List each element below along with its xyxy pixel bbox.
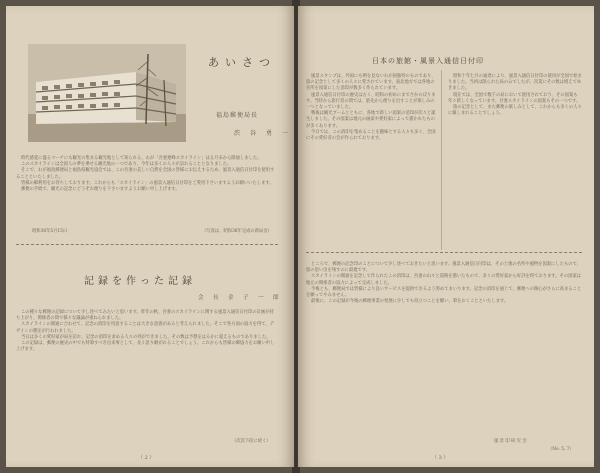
record-paragraph: この記録は、郵便の歴史の中でも特筆すべき出来事として、長く語り継がれることでしょう。これからも皆様の御協力をお願い申し上げます。	[16, 341, 275, 353]
greeting-paragraph: このスカイラインは全国人の夢を乗せる観光地の一つであり、今年は多くの人々が訪れることとなりました。	[21, 162, 232, 168]
bottom-paragraph: ところで、郵便の記念印のことについて少し述べておきたいと思います。風景入通信日付印は、その土地の名所や風物を図案にしたもので、旅の思い出を残すのに最適です。	[306, 262, 582, 274]
record-body	[16, 310, 278, 353]
left-page-number: （ 2 ）	[138, 455, 155, 461]
right-column-1	[306, 74, 436, 142]
column-divider	[441, 70, 442, 250]
right-page-title: 日本の旅館・風景入通信日付印	[372, 57, 484, 65]
building-photo	[28, 44, 186, 142]
bottom-paragraph: 最後に、この記録が今後の郵便事業の発展に少しでも役立つことを願い、筆をおくことといたします。	[311, 299, 509, 305]
column-paragraph: 風景入通信日付印の歴史は古く、昭和の初めにまでさかのぼります。当時から旅行者の間では、旅先から便りを出すことが楽しみの一つとなっていました。	[306, 92, 436, 111]
section-divider	[306, 252, 582, 253]
record-author: 会 長 金 子 一 郎	[198, 295, 281, 301]
right-page	[298, 6, 594, 467]
record-title: 記録を作った記録	[84, 276, 196, 287]
greeting-paragraph: 時代感覚に盛るマーチにも観光の集まる観光地として知られる、わが「吾妻連峰スカイライン」は五月末から開通しました。	[21, 156, 262, 161]
column-paragraph: 今日では、この消印を集めることを趣味とする人々も多く、全国にその愛好者の会が作られております。	[306, 129, 436, 142]
greeting-body	[16, 156, 278, 193]
greeting-title: あいさつ	[208, 56, 276, 69]
bottom-paragraph: スカイラインの開通を記念して作られたこの消印は、吾妻の山々と道路を描いたもので、多くの愛好家から好評を得ております。その図案は地元の関係者の協力によって完成しました。	[306, 274, 582, 286]
greeting-date: 昭和36年5月15日	[32, 229, 68, 234]
greeting-paragraph: 皆様の御利用をお待ちしております。これからも「スカイライン」の風景入通信日付印をご愛用下さいますようお願いいたします。	[21, 180, 274, 186]
article-signature: 風 景 印 研 究 会	[494, 439, 527, 444]
column-paragraph: 現在では、全国で数千の局において使用されており、その図案も年々新しくなっています。吾妻スカイラインの図案もその一つです。	[448, 92, 581, 104]
post-office-building-image	[28, 44, 186, 142]
record-paragraph: この種々な郵便の記録について少し述べてみたいと思います。昨年の秋、吾妻のスカイラインに関する風景入通信日付印の計画が持ち上がり、関係者の間で様々な議論が重ねられました。	[16, 310, 274, 322]
column-paragraph: 風景スタンプは、外国にも例を見ないわが国独特のものであり、旅の記念として多くの人々に愛されています。東北地方では各地の名所を図案にした消印が数多く作られています。	[306, 74, 436, 92]
right-column-2	[448, 74, 582, 117]
right-page-number: （ 3 ）	[432, 455, 449, 461]
record-paragraph: スカイラインの開通に合わせて、記念の消印を用意することは大きな意義があると考えられました。そこで各方面の協力を得て、デザインの選定が行われました。	[16, 322, 275, 334]
left-page	[6, 6, 294, 467]
column-paragraph: 戦後は観光ブームとともに、各地で新しい図案の消印が次々と誕生しました。その図案は地元の画家や愛好家によって描かれたものが多くあります。	[306, 111, 436, 129]
column-paragraph: 昭和十年七月の通達により、風景入通信日付印の使用が全国で始まりました。当初は限られた局のみでしたが、次第にその数は増えてゆきました。	[448, 74, 582, 92]
record-continued-note: （次頁下段に続く）	[232, 439, 271, 444]
photo-credit: （写真は、昭和36年完成の新局舎）	[202, 229, 272, 234]
greeting-paragraph: そこで、わが福島郵便局と福島県観光協会では、この吾妻の美しい自然を全国の皆様にお伝えするため、風景入通信日付印を使用することといたしました。	[16, 168, 275, 180]
greeting-author-name: 渋 谷 勇 一	[234, 130, 291, 137]
greeting-author-org: 福島郵便局長	[216, 112, 259, 119]
bottom-paragraph: 今後とも、郵便局では皆様により良いサービスを提供できるよう努めてまいります。記念の消印を通じて、郵便への関心がさらに高まることを願ってやみません。	[306, 286, 582, 299]
greeting-paragraph: 郵便の手紙で、観光の記念にどうぞお便りを下さいますようお願い申し上げます。	[21, 187, 180, 193]
article-signature-note: （No. 5, 7）	[548, 447, 574, 452]
record-paragraph: 当日は多くの愛好家が局を訪れ、記念の消印を求める人々の列ができました。その数は予想をはるかに超えるものでありました。	[21, 334, 271, 340]
section-divider	[16, 244, 278, 245]
right-bottom-text	[306, 262, 582, 305]
column-paragraph: 旅の記念として、また郵便の楽しみとして、これからも多くの人々に親しまれることでしょう。	[448, 105, 582, 117]
